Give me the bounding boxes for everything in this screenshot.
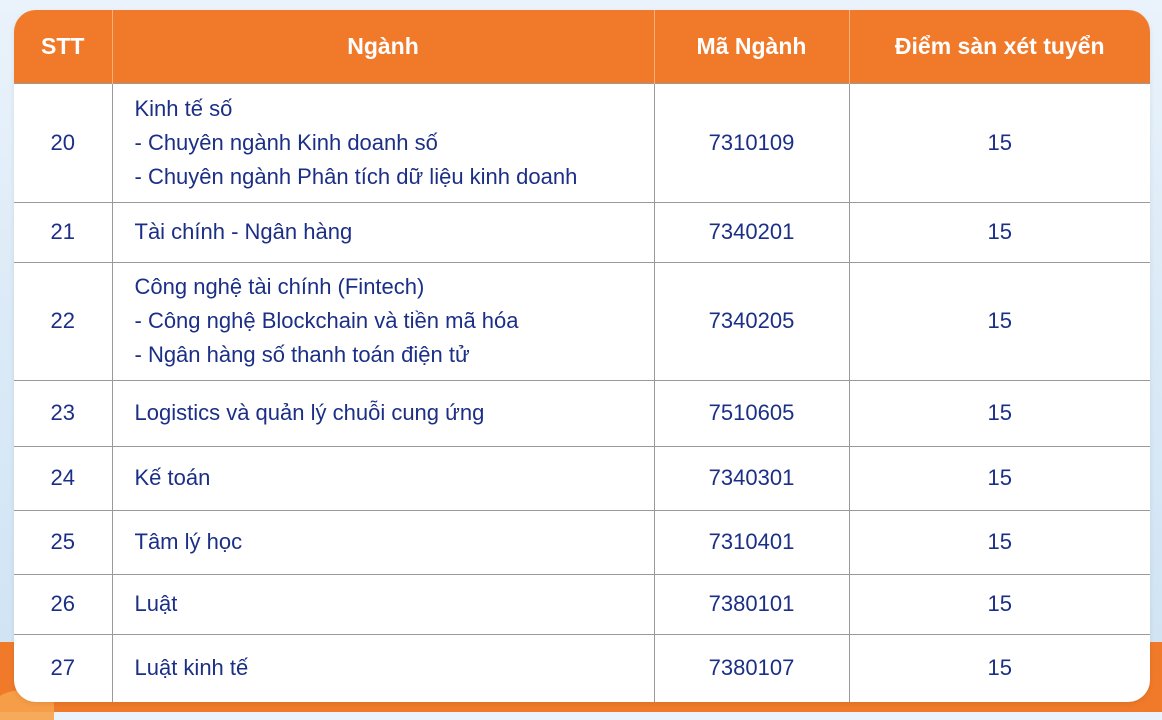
- cell-score: 15: [849, 83, 1150, 202]
- cell-code: 7510605: [654, 380, 849, 446]
- header-score: Điểm sàn xét tuyển: [894, 32, 1105, 59]
- major-specialization: - Công nghệ Blockchain và tiền mã hóa: [134, 308, 519, 333]
- major-specialization: - Chuyên ngành Phân tích dữ liệu kinh doanh: [134, 163, 578, 189]
- cell-score: 15: [849, 202, 1150, 262]
- cell-code: 7380101: [654, 574, 849, 634]
- admission-table-card: [14, 10, 1150, 702]
- cell-score: 15: [849, 634, 1150, 702]
- major-name: Luật kinh tế: [134, 655, 249, 681]
- cell-code: 7340205: [654, 262, 849, 380]
- cell-score: 15: [849, 262, 1150, 380]
- major-name: Kinh tế số: [134, 95, 233, 121]
- major-name: Tài chính - Ngân hàng: [134, 219, 353, 244]
- table-row: [14, 202, 1150, 262]
- major-name: Luật: [134, 591, 178, 616]
- cell-code: 7310401: [654, 510, 849, 574]
- cell-score: 15: [849, 380, 1150, 446]
- cell-score: 15: [849, 446, 1150, 510]
- cell-score: 15: [849, 574, 1150, 634]
- cell-major: [112, 574, 654, 634]
- cell-major: [112, 510, 654, 574]
- cell-code: 7340201: [654, 202, 849, 262]
- cell-major: [112, 634, 654, 702]
- cell-stt: 21: [14, 202, 112, 262]
- header-stt: STT: [14, 10, 112, 83]
- cell-code: 7310109: [654, 83, 849, 202]
- cell-stt: 25: [14, 510, 112, 574]
- header-code: Mã Ngành: [654, 10, 849, 83]
- table-row: [14, 380, 1150, 446]
- table-row: [14, 262, 1150, 380]
- major-name: Logistics và quản lý chuỗi cung ứng: [134, 400, 485, 425]
- major-name: Công nghệ tài chính (Fintech): [134, 274, 425, 299]
- header-major: Ngành: [112, 10, 654, 83]
- major-name: Tâm lý học: [134, 529, 243, 554]
- cell-major: [112, 446, 654, 510]
- admission-score-table: [14, 10, 1150, 702]
- table-row: [14, 574, 1150, 634]
- cell-major: [112, 202, 654, 262]
- cell-code: 7380107: [654, 634, 849, 702]
- cell-code: 7340301: [654, 446, 849, 510]
- table-row: [14, 634, 1150, 702]
- table-row: [14, 83, 1150, 202]
- cell-major: [112, 380, 654, 446]
- table-row: [14, 446, 1150, 510]
- cell-stt: 26: [14, 574, 112, 634]
- cell-stt: 27: [14, 634, 112, 702]
- table-header-row: [14, 10, 1150, 83]
- cell-stt: 20: [14, 83, 112, 202]
- cell-score: 15: [849, 510, 1150, 574]
- major-specialization: - Ngân hàng số thanh toán điện tử: [134, 342, 470, 367]
- cell-major: [112, 262, 654, 380]
- cell-stt: 22: [14, 262, 112, 380]
- major-name: Kế toán: [134, 465, 211, 490]
- cell-major: [112, 83, 654, 202]
- major-specialization: - Chuyên ngành Kinh doanh số: [134, 129, 438, 155]
- cell-stt: 24: [14, 446, 112, 510]
- cell-stt: 23: [14, 380, 112, 446]
- table-row: [14, 510, 1150, 574]
